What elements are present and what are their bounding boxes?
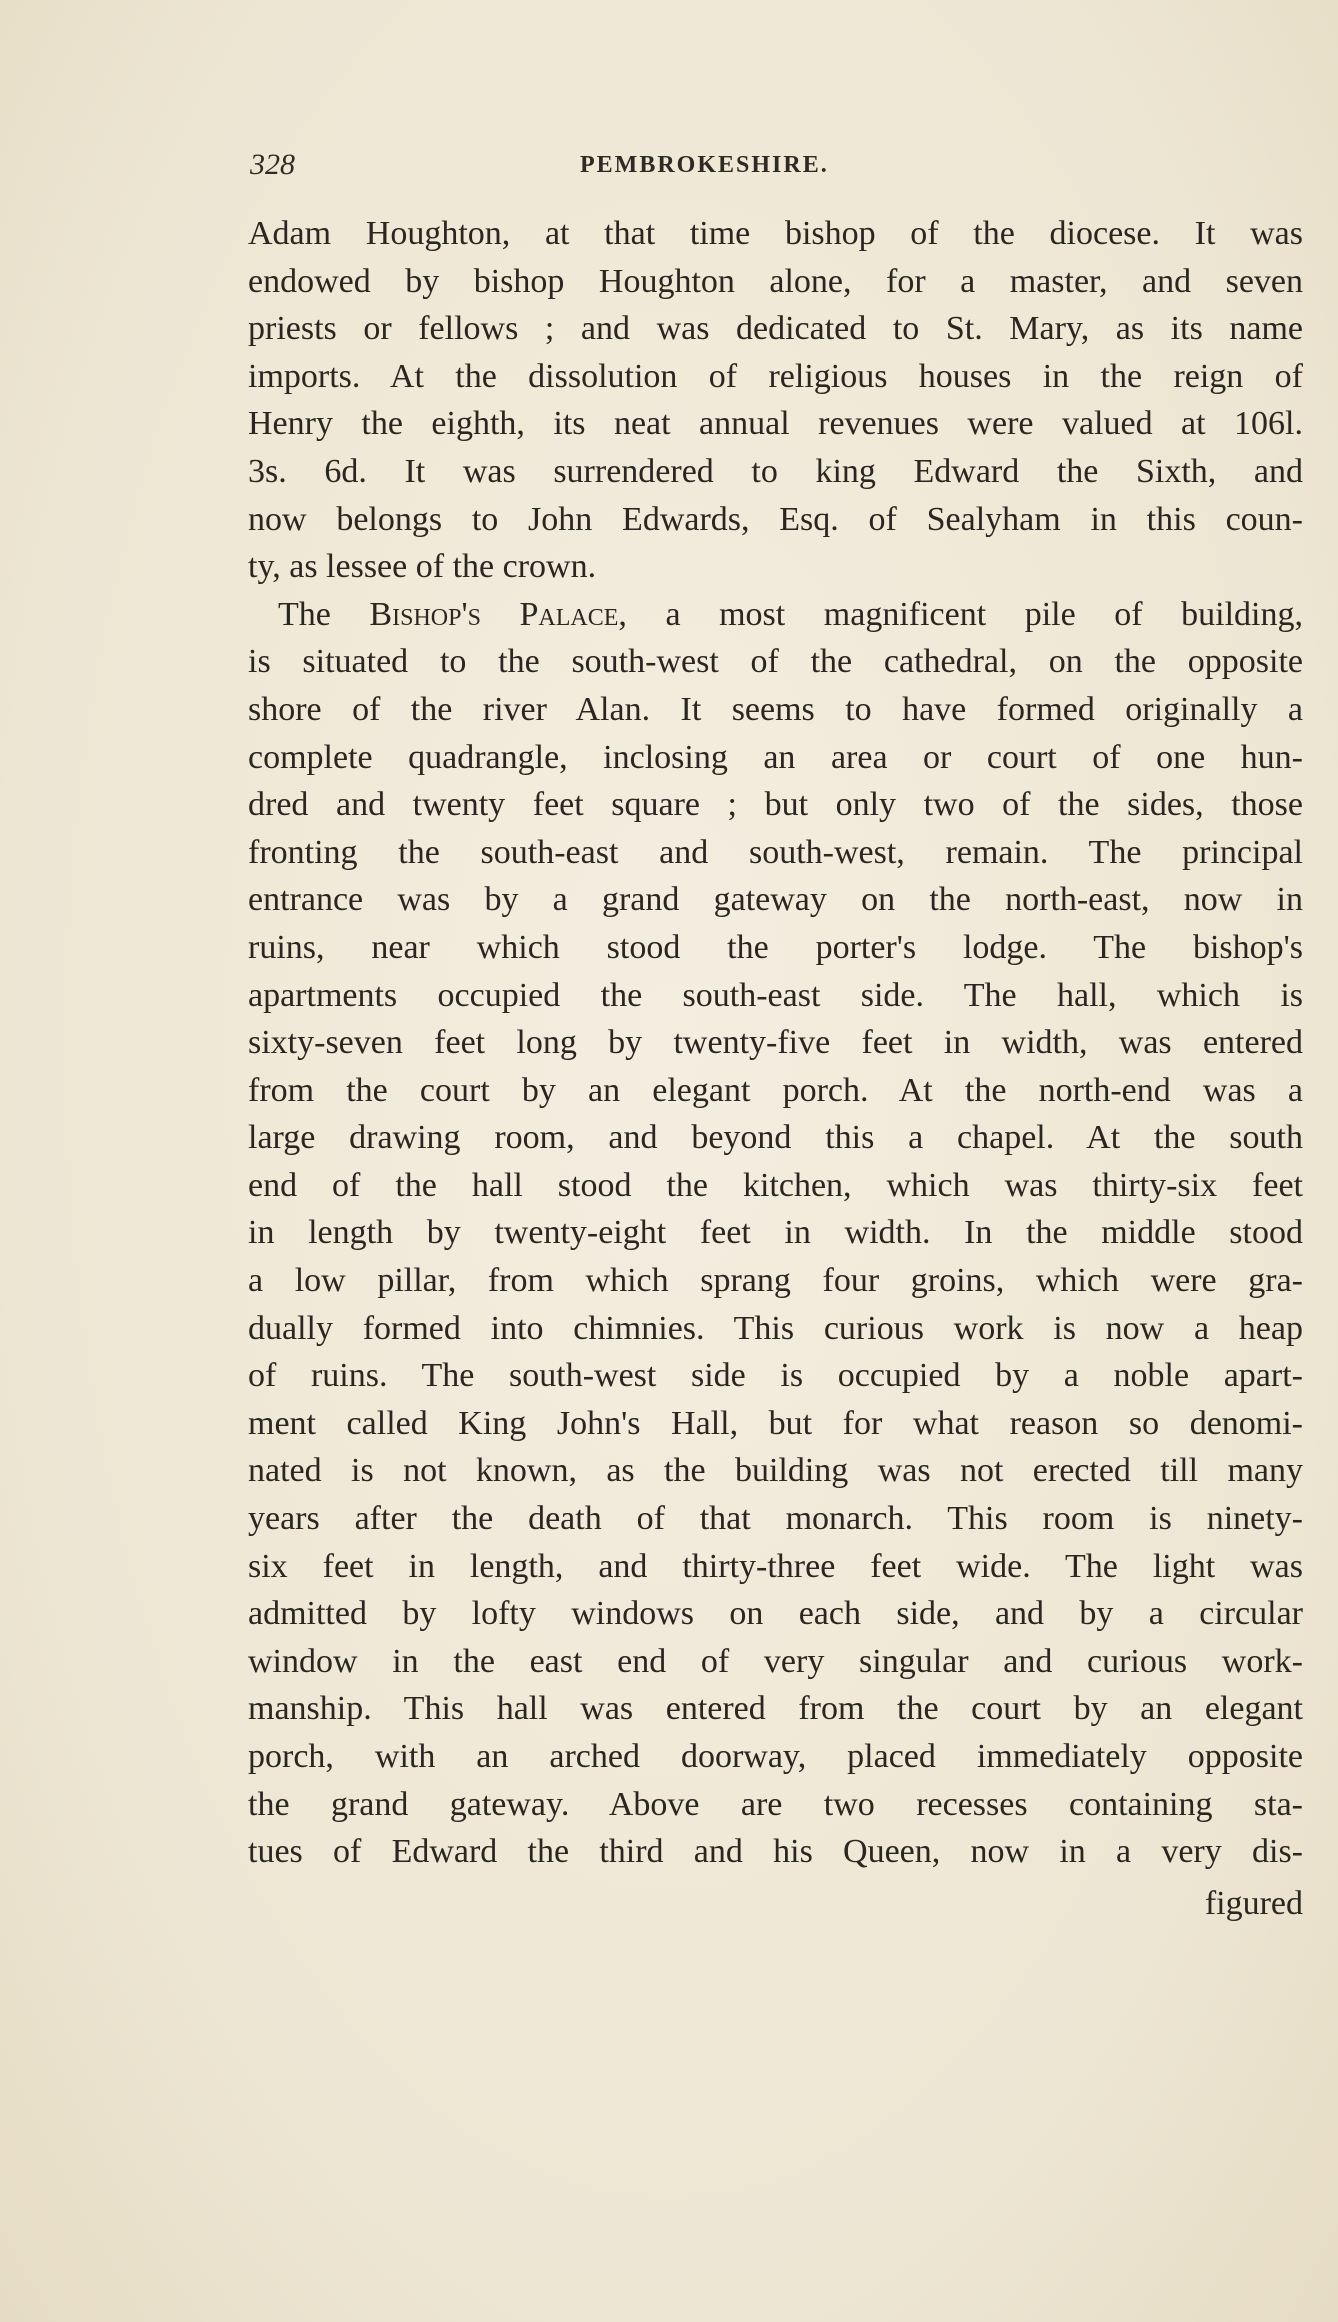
text-line: complete quadrangle, inclosing an area or court of one hun-	[248, 738, 1303, 776]
text-line: dually formed into chimnies. This curious work is now a heap	[248, 1309, 1303, 1347]
paragraph-first-line	[248, 591, 1303, 639]
body-text	[248, 210, 1303, 1927]
text-line: now belongs to John Edwards, Esq. of Sealyham in this coun-	[248, 500, 1303, 538]
text-line: the grand gateway. Above are two recesses containing sta-	[248, 1785, 1303, 1823]
text-line: of ruins. The south-west side is occupied by a noble apart-	[248, 1357, 1303, 1395]
small-caps-heading: Bishop's Palace,	[369, 595, 627, 633]
text-line: 3s. 6d. It was surrendered to king Edward the Sixth, and	[248, 452, 1303, 490]
text-line: six feet in length, and thirty-three feet wide. The light was	[248, 1547, 1303, 1585]
text-line: in length by twenty-eight feet in width. In the middle stood	[248, 1214, 1303, 1252]
text-line: imports. At the dissolution of religious houses in the reign of	[248, 357, 1303, 395]
text-line: is situated to the south-west of the cathedral, on the opposite	[248, 643, 1303, 681]
text-line: from the court by an elegant porch. At the north-end was a	[248, 1071, 1303, 1109]
running-title: PEMBROKESHIRE.	[580, 152, 829, 178]
text-line: entrance was by a grand gateway on the north-east, now in	[248, 881, 1303, 919]
text-line: endowed by bishop Houghton alone, for a master, and seven	[248, 262, 1303, 300]
text-line: tues of Edward the third and his Queen, now in a very dis-	[248, 1833, 1303, 1871]
text-line: ty, as lessee of the crown.	[248, 548, 597, 586]
text-line: Henry the eighth, its neat annual revenues were valued at 106l.	[248, 405, 1303, 443]
lead-word: The	[278, 595, 331, 633]
text-line: ruins, near which stood the porter's lodge. The bishop's	[248, 928, 1303, 966]
first-line-rest: a most magnificent pile of building,	[665, 595, 1303, 633]
text-line: apartments occupied the south-east side. The hall, which is	[248, 976, 1303, 1014]
text-line: ment called King John's Hall, but for what reason so denomi-	[248, 1404, 1303, 1442]
text-line: fronting the south-east and south-west, remain. The principal	[248, 833, 1303, 871]
page-header	[250, 148, 1310, 188]
text-line: manship. This hall was entered from the court by an elegant	[248, 1690, 1303, 1728]
text-line: nated is not known, as the building was not erected till many	[248, 1452, 1303, 1490]
text-line: admitted by lofty windows on each side, and by a circular	[248, 1595, 1303, 1633]
text-line: window in the east end of very singular and curious work-	[248, 1642, 1303, 1680]
text-line: a low pillar, from which sprang four groins, which were gra-	[248, 1262, 1303, 1300]
text-line: Adam Houghton, at that time bishop of the diocese. It was	[248, 215, 1303, 252]
catchword: figured	[1204, 1884, 1303, 1922]
text-line: priests or fellows ; and was dedicated to St. Mary, as its name	[248, 310, 1303, 348]
text-line: large drawing room, and beyond this a chapel. At the south	[248, 1119, 1303, 1157]
text-line: sixty-seven feet long by twenty-five feet in width, was entered	[248, 1024, 1303, 1062]
text-line: end of the hall stood the kitchen, which was thirty-six feet	[248, 1166, 1303, 1204]
text-line: porch, with an arched doorway, placed immediately opposite	[248, 1738, 1303, 1775]
text-line: dred and twenty feet square ; but only two of the sides, those	[248, 786, 1303, 824]
page-number: 328	[250, 148, 295, 181]
text-line: years after the death of that monarch. This room is ninety-	[248, 1500, 1303, 1538]
text-line: shore of the river Alan. It seems to have formed originally a	[248, 690, 1303, 728]
